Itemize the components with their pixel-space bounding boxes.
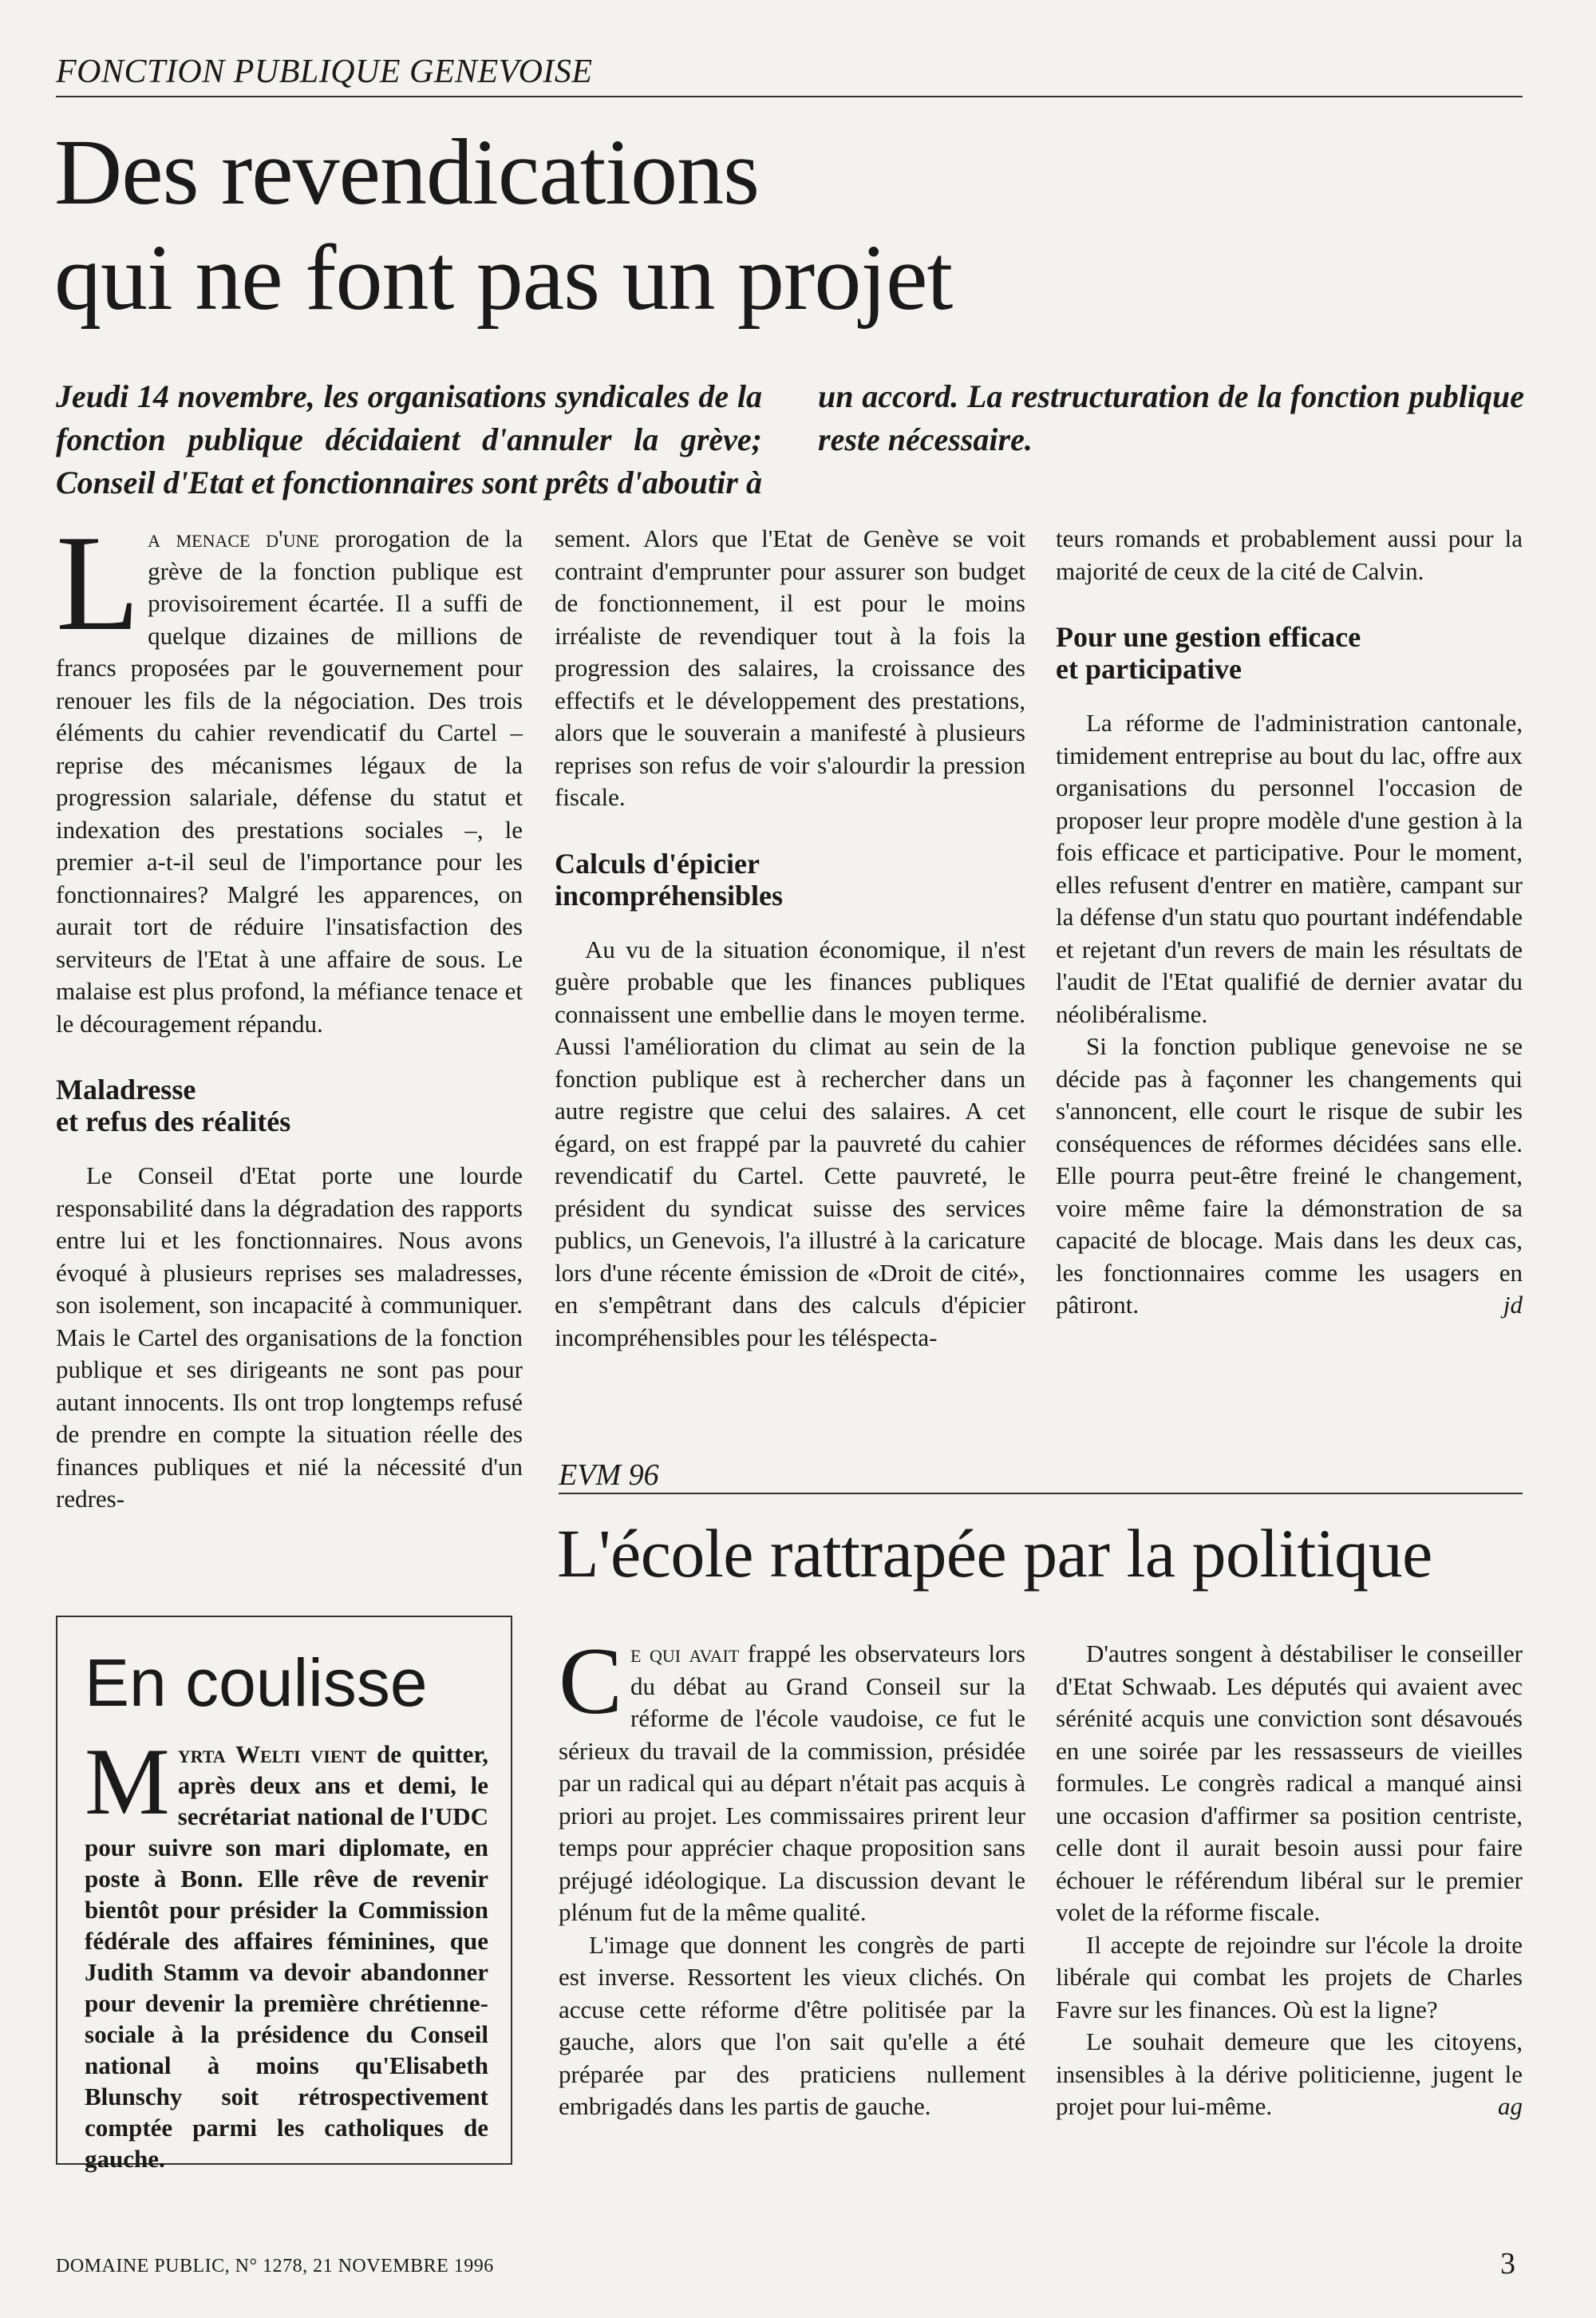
mid-rule	[559, 1493, 1523, 1494]
paragraph-text: prorogation de la grève de la fonction publique est provisoirement écartée. Il a suffi de quelque dizaines de millions de francs proposées par le gouvernement pour renouer les fils de la négociation. Des trois éléments du cahier revendicatif du Cartel – reprise des mécanismes légaux de la progression salariale, défense du statut et indexation des prestations sociales –, le premier a-t-il seul de l'importance pour les fonctionnaires? Malgré les apparences, on aurait tort de réduire l'insatisfaction des serviteurs de l'Etat à une affaire de sous. Le malaise est plus profond, la méfiance tenace et le découragement répandu.	[56, 524, 523, 1038]
paragraph-text: Si la fonction publique genevoise ne se décide pas à façonner les changements qui s'annoncent, elle court le risque de subir les conséquences de réformes décidées sans elle. Elle pourra peut-être freiné le changement, voire même faire la démonstration de sa capacité de blocage. Mais dans les deux cas, les fonctionnaires comme les usagers en pâtiront.	[1056, 1032, 1523, 1319]
section-rubric-2: EVM 96	[559, 1458, 659, 1492]
subheading-line-2: et refus des réalités	[56, 1106, 291, 1137]
top-rule	[56, 96, 1523, 97]
paragraph: L'image que donnent les congrès de parti est inverse. Ressortent les vieux clichés. On accuse cette réforme d'être politisée par la gauche, alors que l'on sait qu'elle a été préparée par des praticiens nullement embrigadés dans les partis de gauche.	[559, 1930, 1025, 2120]
article1-column-2	[555, 523, 1025, 1354]
lead-smallcaps: yrta Welti vient	[177, 1740, 367, 1768]
subheading	[56, 1074, 523, 1137]
article2-column-1	[559, 1628, 1025, 2123]
paragraph: sement. Alors que l'Etat de Genève se voit contraint d'emprunter pour assurer son budget de fonctionnement, il est pour le moins irréaliste de revendiquer tout à la fois la progression des salaires, la croissance des effectifs et le développement des prestations, alors que le souverain a manifesté à plusieurs reprises son refus de voir s'alourdir la pression fiscale.	[555, 524, 1025, 811]
drop-cap: L	[56, 508, 140, 659]
paragraph: Il accepte de rejoindre sur l'école la droite libérale qui combat les projets de Charles Favre sur les finances. Où est la ligne?	[1056, 1930, 1523, 2023]
article1-column-1	[56, 508, 523, 1516]
drop-cap: M	[85, 1728, 170, 1834]
paragraph: Le Conseil d'Etat porte une lourde responsabilité dans la dégradation des rapports entre lui et les fonctionnaires. Nous avons évoqué à plusieurs reprises ses maladresses, son isolement, son incapacité à communiquer. Mais le Cartel des organisations de la fonction publique et ses dirigeants ne sont pas pour autant innocents. Ils ont trop longtemps refusé de prendre en compte la situation réelle des finances publiques et nié la nécessité d'un redres-	[56, 1161, 523, 1513]
author-signature: jd	[1503, 1291, 1523, 1319]
article-headline	[54, 120, 1331, 330]
paragraph-text: de quitter, après deux ans et demi, le secrétariat national de l'UDC pour suivre son mari diplomate, en poste à Bonn. Elle rêve de revenir bientôt pour présider la Commission fédérale des affaires féminines, que Judith Stamm va devoir abandonner pour devenir la première chrétienne-sociale à la présidence du Conseil national à moins qu'Elisabeth Blunschy soit rétrospectivement comptée parmi les catholiques de gauche.	[85, 1740, 488, 2173]
paragraph: La réforme de l'administration cantonale, timidement entreprise au bout du lac, offre aux organisations du personnel l'occasion de proposer leur propre modèle d'une gestion à la fois efficace et participative. Pour le moment, elles refusent d'entrer en matière, campant sur la défense d'un statu quo pourtant indéfendable et rejetant d'un revers de main les résultats de l'audit de l'Etat qualifié de dernier avatar du néolibéralisme.	[1056, 709, 1523, 1028]
publication-footer: DOMAINE PUBLIC, N° 1278, 21 NOVEMBRE 1996	[56, 2256, 494, 2276]
author-signature: ag	[1498, 2092, 1523, 2120]
paragraph: teurs romands et probablement aussi pour la majorité de ceux de la cité de Calvin.	[1056, 524, 1523, 585]
subheading-line-1: Calculs d'épicier	[555, 847, 760, 880]
sidebar-box	[56, 1616, 512, 2173]
sidebar-title: En coulisse	[85, 1645, 428, 1720]
subheading	[555, 848, 1025, 912]
article-lede: Jeudi 14 novembre, les organisations syndicales de la fonction publique décidaient d'annuler la grève; Conseil d'Etat et fonctionnaires sont prêts d'aboutir à un accord. La restructuration de la fonction publique reste nécessaire.	[56, 378, 1524, 500]
paragraph: D'autres songent à déstabiliser le conseiller d'Etat Schwaab. Les députés qui avaient avec sérénité acquis une conviction sont désavoués en une soirée par les ressasseurs de vieilles formules. Le congrès radical a manqué ainsi une occasion d'affirmer sa position centriste, celle dont il aurait besoin aussi pour faire échouer le référendum libéral sur le premier volet de la réforme fiscale.	[1056, 1640, 1523, 1926]
paragraph: Au vu de la situation économique, il n'est guère probable que les finances publiques connaissent une embellie dans le moyen terme. Aussi l'amélioration du climat au sein de la fonction publique est à rechercher dans un autre registre que celui des salaires. A cet égard, on est frappé par la pauvreté du cahier revendicatif du Cartel. Cette pauvreté, le président du syndicat suisse des services publics, un Genevois, l'a illustré à la caricature lors d'une récente émission de «Droit de cité», en s'empêtrant dans des calculs d'épicier incompréhensibles pour les téléspecta-	[555, 935, 1025, 1351]
sidebar-body	[85, 1728, 488, 2174]
paragraph-text: frappé les observateurs lors du débat au Grand Conseil sur la réforme de l'école vaudoise, ce fut le sérieux du travail de la commission, présidée par un radical qui au départ n'était pas acquis à priori au projet. Les commissaires prirent leur temps pour apprécier chaque proposition sans préjugé idéologique. La discussion devant le plénum fut de la même qualité.	[559, 1640, 1025, 1926]
subheading-line-2: et participative	[1056, 653, 1242, 685]
article1-column-3	[1056, 523, 1523, 1322]
article2-column-2	[1056, 1638, 1523, 2123]
subheading-line-2: incompréhensibles	[555, 879, 784, 912]
headline-line-1: Des revendications	[54, 120, 760, 224]
page-number: 3	[1500, 2247, 1515, 2280]
article2-headline: L'école rattrapée par la politique	[557, 1515, 1432, 1592]
paragraph-text: Le souhait demeure que les citoyens, insensibles à la dérive politicienne, jugent le projet pour lui-même.	[1056, 2027, 1523, 2120]
subheading-line-1: Maladresse	[56, 1074, 196, 1106]
lead-smallcaps: a menace d'une	[148, 524, 319, 552]
paragraph	[1056, 1030, 1523, 1322]
drop-cap: C	[559, 1628, 623, 1734]
paragraph	[559, 1628, 1025, 1929]
paragraph	[56, 508, 523, 1040]
section-rubric: FONCTION PUBLIQUE GENEVOISE	[56, 53, 593, 90]
headline-line-2: qui ne font pas un projet	[54, 225, 953, 330]
paragraph	[1056, 2026, 1523, 2123]
subheading	[1056, 621, 1523, 685]
subheading-line-1: Pour une gestion efficace	[1056, 621, 1361, 653]
lead-smallcaps: e qui avait	[630, 1640, 740, 1667]
